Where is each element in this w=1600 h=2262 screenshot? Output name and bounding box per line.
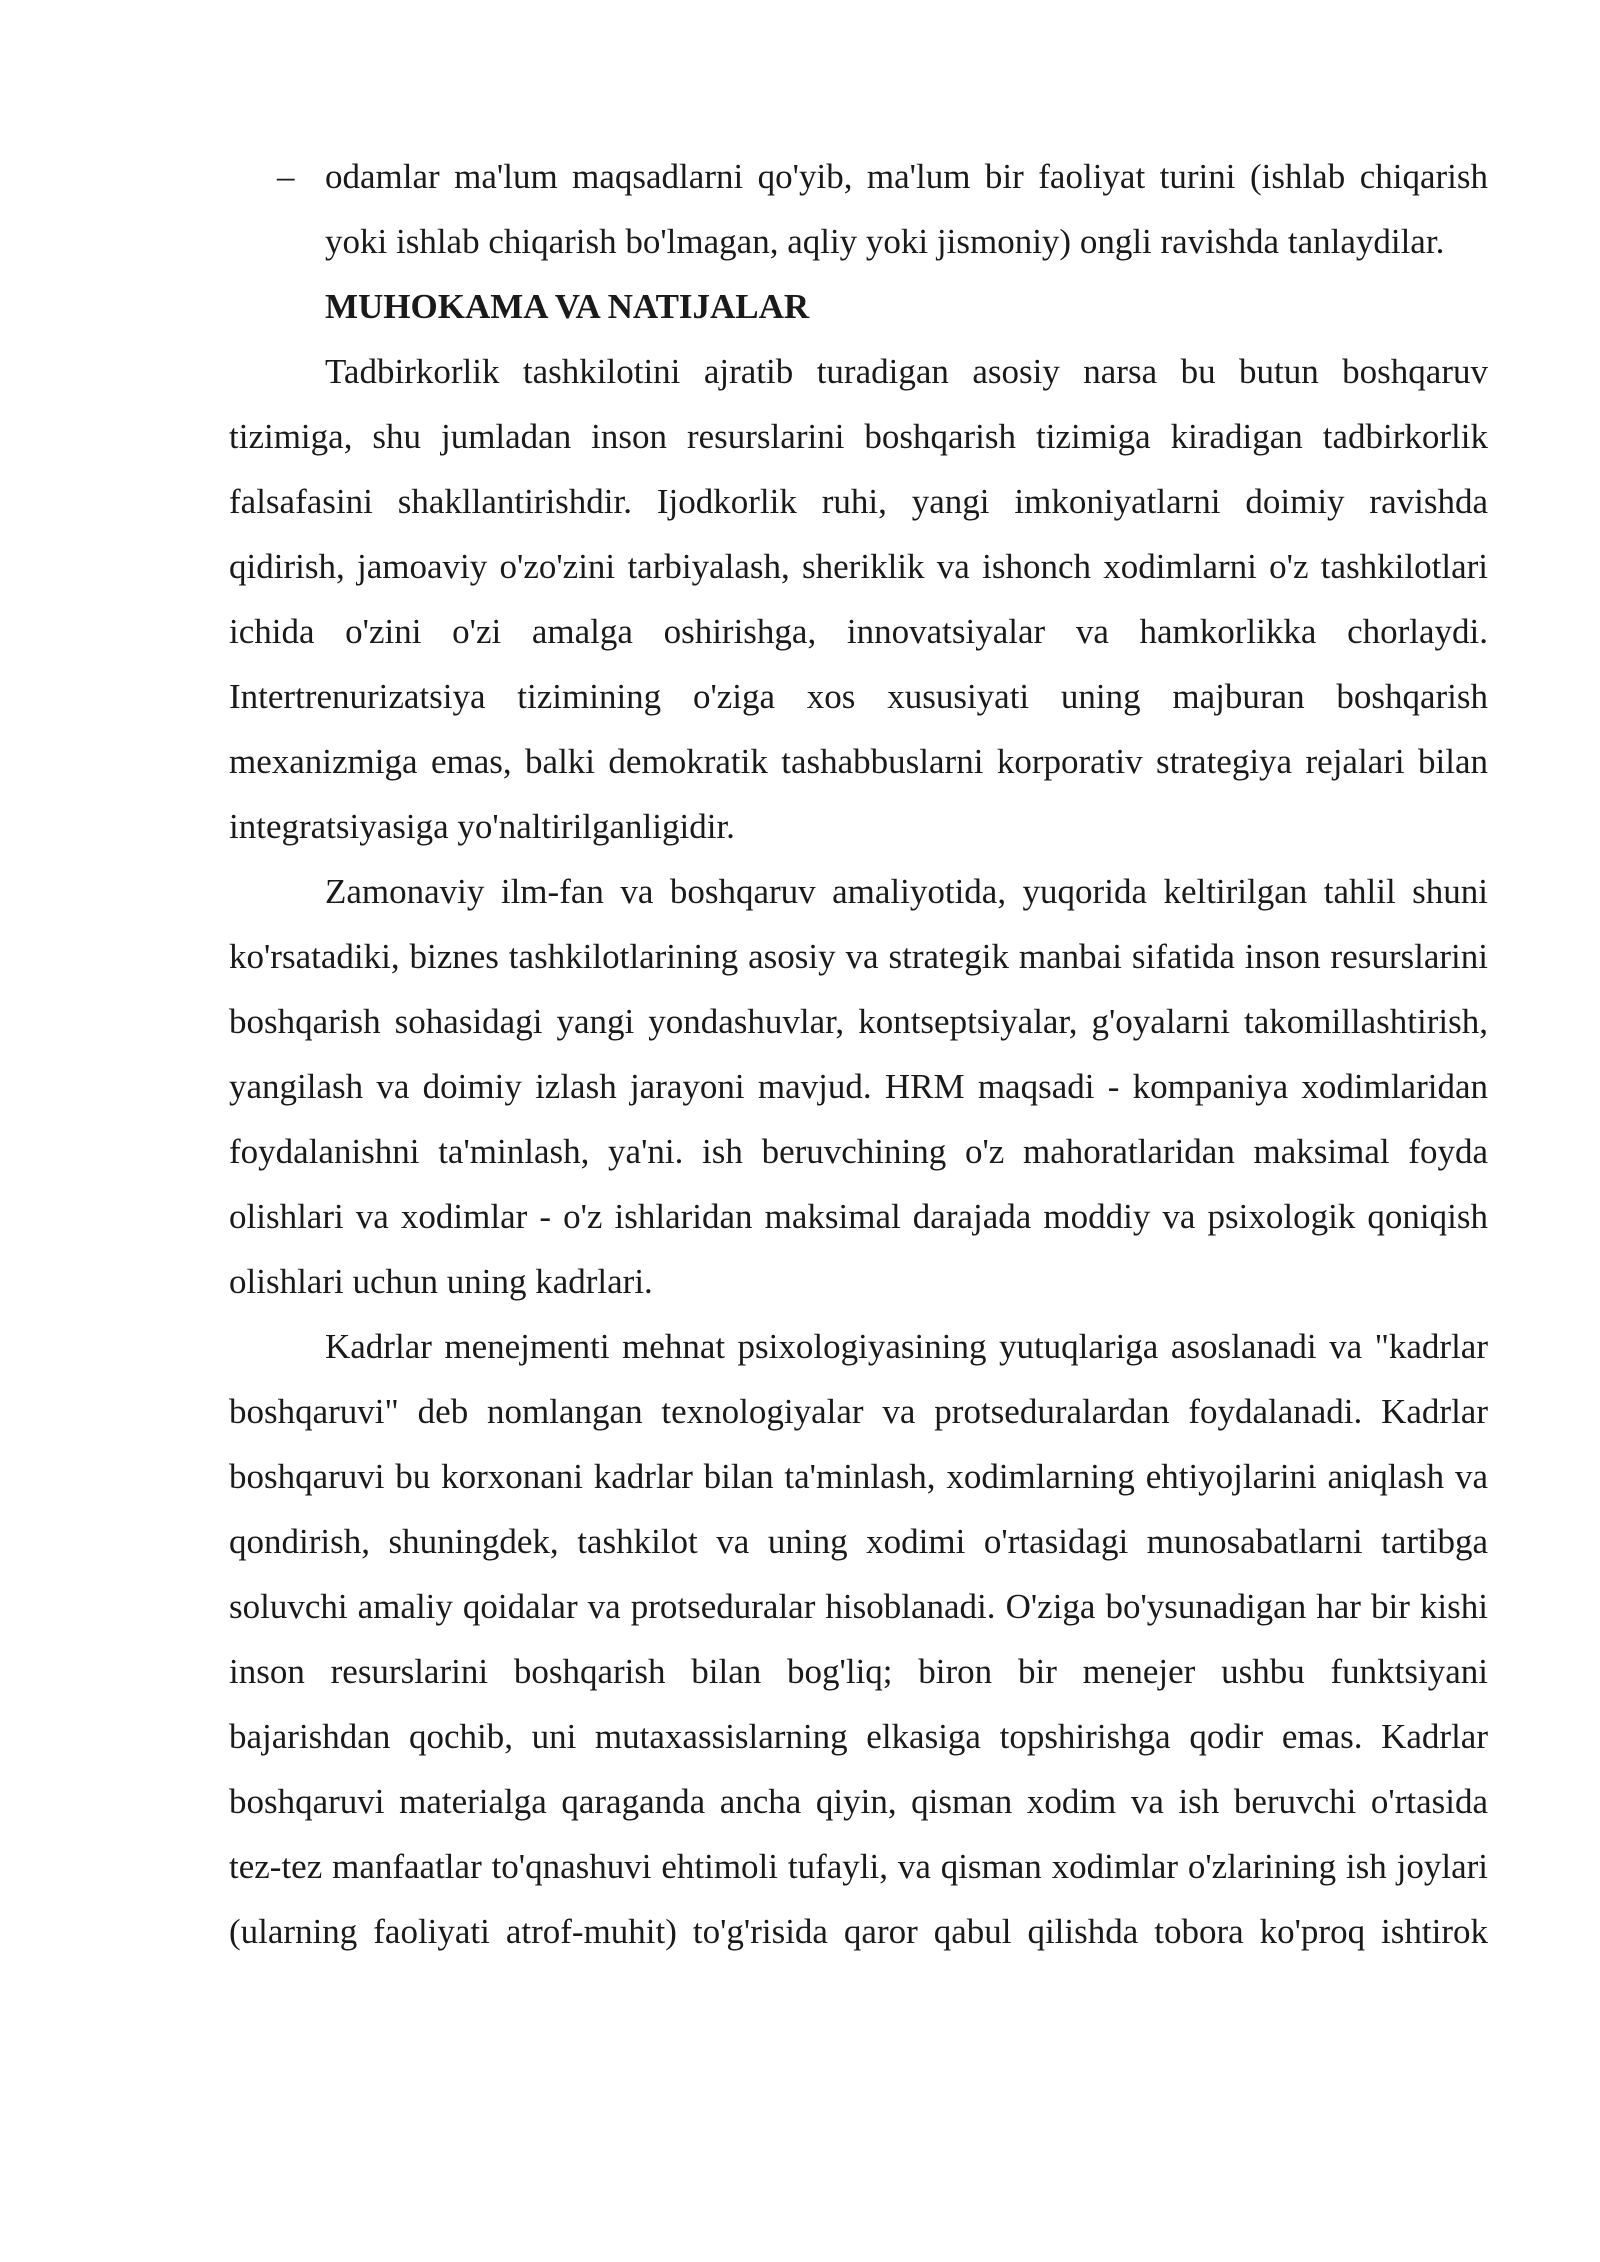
body-paragraph-2: Zamonaviy ilm-fan va boshqaruv amaliyotida, yuqorida keltirilgan tahlil shuni ko'rsatadiki, biznes tashkilotlarining asosiy va strategik manbai sifatida inson resurslarini boshqarish sohasidagi yangi yondashuvlar, kontseptsiyalar, g'oyalarni takomillashtirish, yangilash va doimiy izlash jarayoni mavjud. HRM maqsadi - kompaniya xodimlaridan foydalanishni ta'minlash, ya'ni. ish beruvchining o'z mahoratlaridan maksimal foyda olishlari va xodimlar - o'z ishlaridan maksimal darajada moddiy va psixologik qoniqish olishlari uchun uning kadrlari.: [229, 872, 1488, 1301]
body-paragraph-1: Tadbirkorlik tashkilotini ajratib turadigan asosiy narsa bu butun boshqaruv tizimiga, shu jumladan inson resurslarini boshqarish tizimiga kiradigan tadbirkorlik falsafasini shakllantirishdir. Ijodkorlik ruhi, yangi imkoniyatlarni doimiy ravishda qidirish, jamoaviy o'zo'zini tarbiyalash, sheriklik va ishonch xodimlarni o'z tashkilotlari ichida o'zini o'zi amalga oshirishga, innovatsiyalar va hamkorlikka chorlaydi. Intertrenurizatsiya tizimining o'ziga xos xususiyati uning majburan boshqarish mexanizmiga emas, balki demokratik tashabbuslarni korporativ strategiya rejalari bilan integratsiyasiga yo'naltirilganligidir.: [229, 352, 1488, 846]
document-body: [229, 144, 1488, 1964]
body-paragraph-3: Kadrlar menejmenti mehnat psixologiyasining yutuqlariga asoslanadi va "kadrlar boshqaruvi" deb nomlangan texnologiyalar va protseduralardan foydalanadi. Kadrlar boshqaruvi bu korxonani kadrlar bilan ta'minlash, xodimlarning ehtiyojlarini aniqlash va qondirish, shuningdek, tashkilot va uning xodimi o'rtasidagi munosabatlarni tartibga soluvchi amaliy qoidalar va protseduralar hisoblanadi. O'ziga bo'ysunadigan har bir kishi inson resurslarini boshqarish bilan bog'liq; biron bir menejer ushbu funktsiyani bajarishdan qochib, uni mutaxassislarning elkasiga topshirishga qodir emas. Kadrlar boshqaruvi materialga qaraganda ancha qiyin, qisman xodim va ish beruvchi o'rtasida tez-tez manfaatlar to'qnashuvi ehtimoli tufayli, va qisman xodimlar o'zlarining ish joylari (ularning faoliyati atrof-muhit) to'g'risida qaror qabul qilishda tobora ko'proq ishtirok: [229, 1327, 1488, 1951]
dash-bullet-marker: –: [277, 157, 295, 196]
bullet-text: odamlar ma'lum maqsadlarni qo'yib, ma'lum bir faoliyat turini (ishlab chiqarish yoki ishlab chiqarish bo'lmagan, aqliy yoki jismoniy) ongli ravishda tanlaydilar.: [325, 157, 1488, 261]
section-heading: MUHOKAMA VA NATIJALAR: [325, 287, 810, 326]
bullet-list-item: [229, 144, 1488, 274]
